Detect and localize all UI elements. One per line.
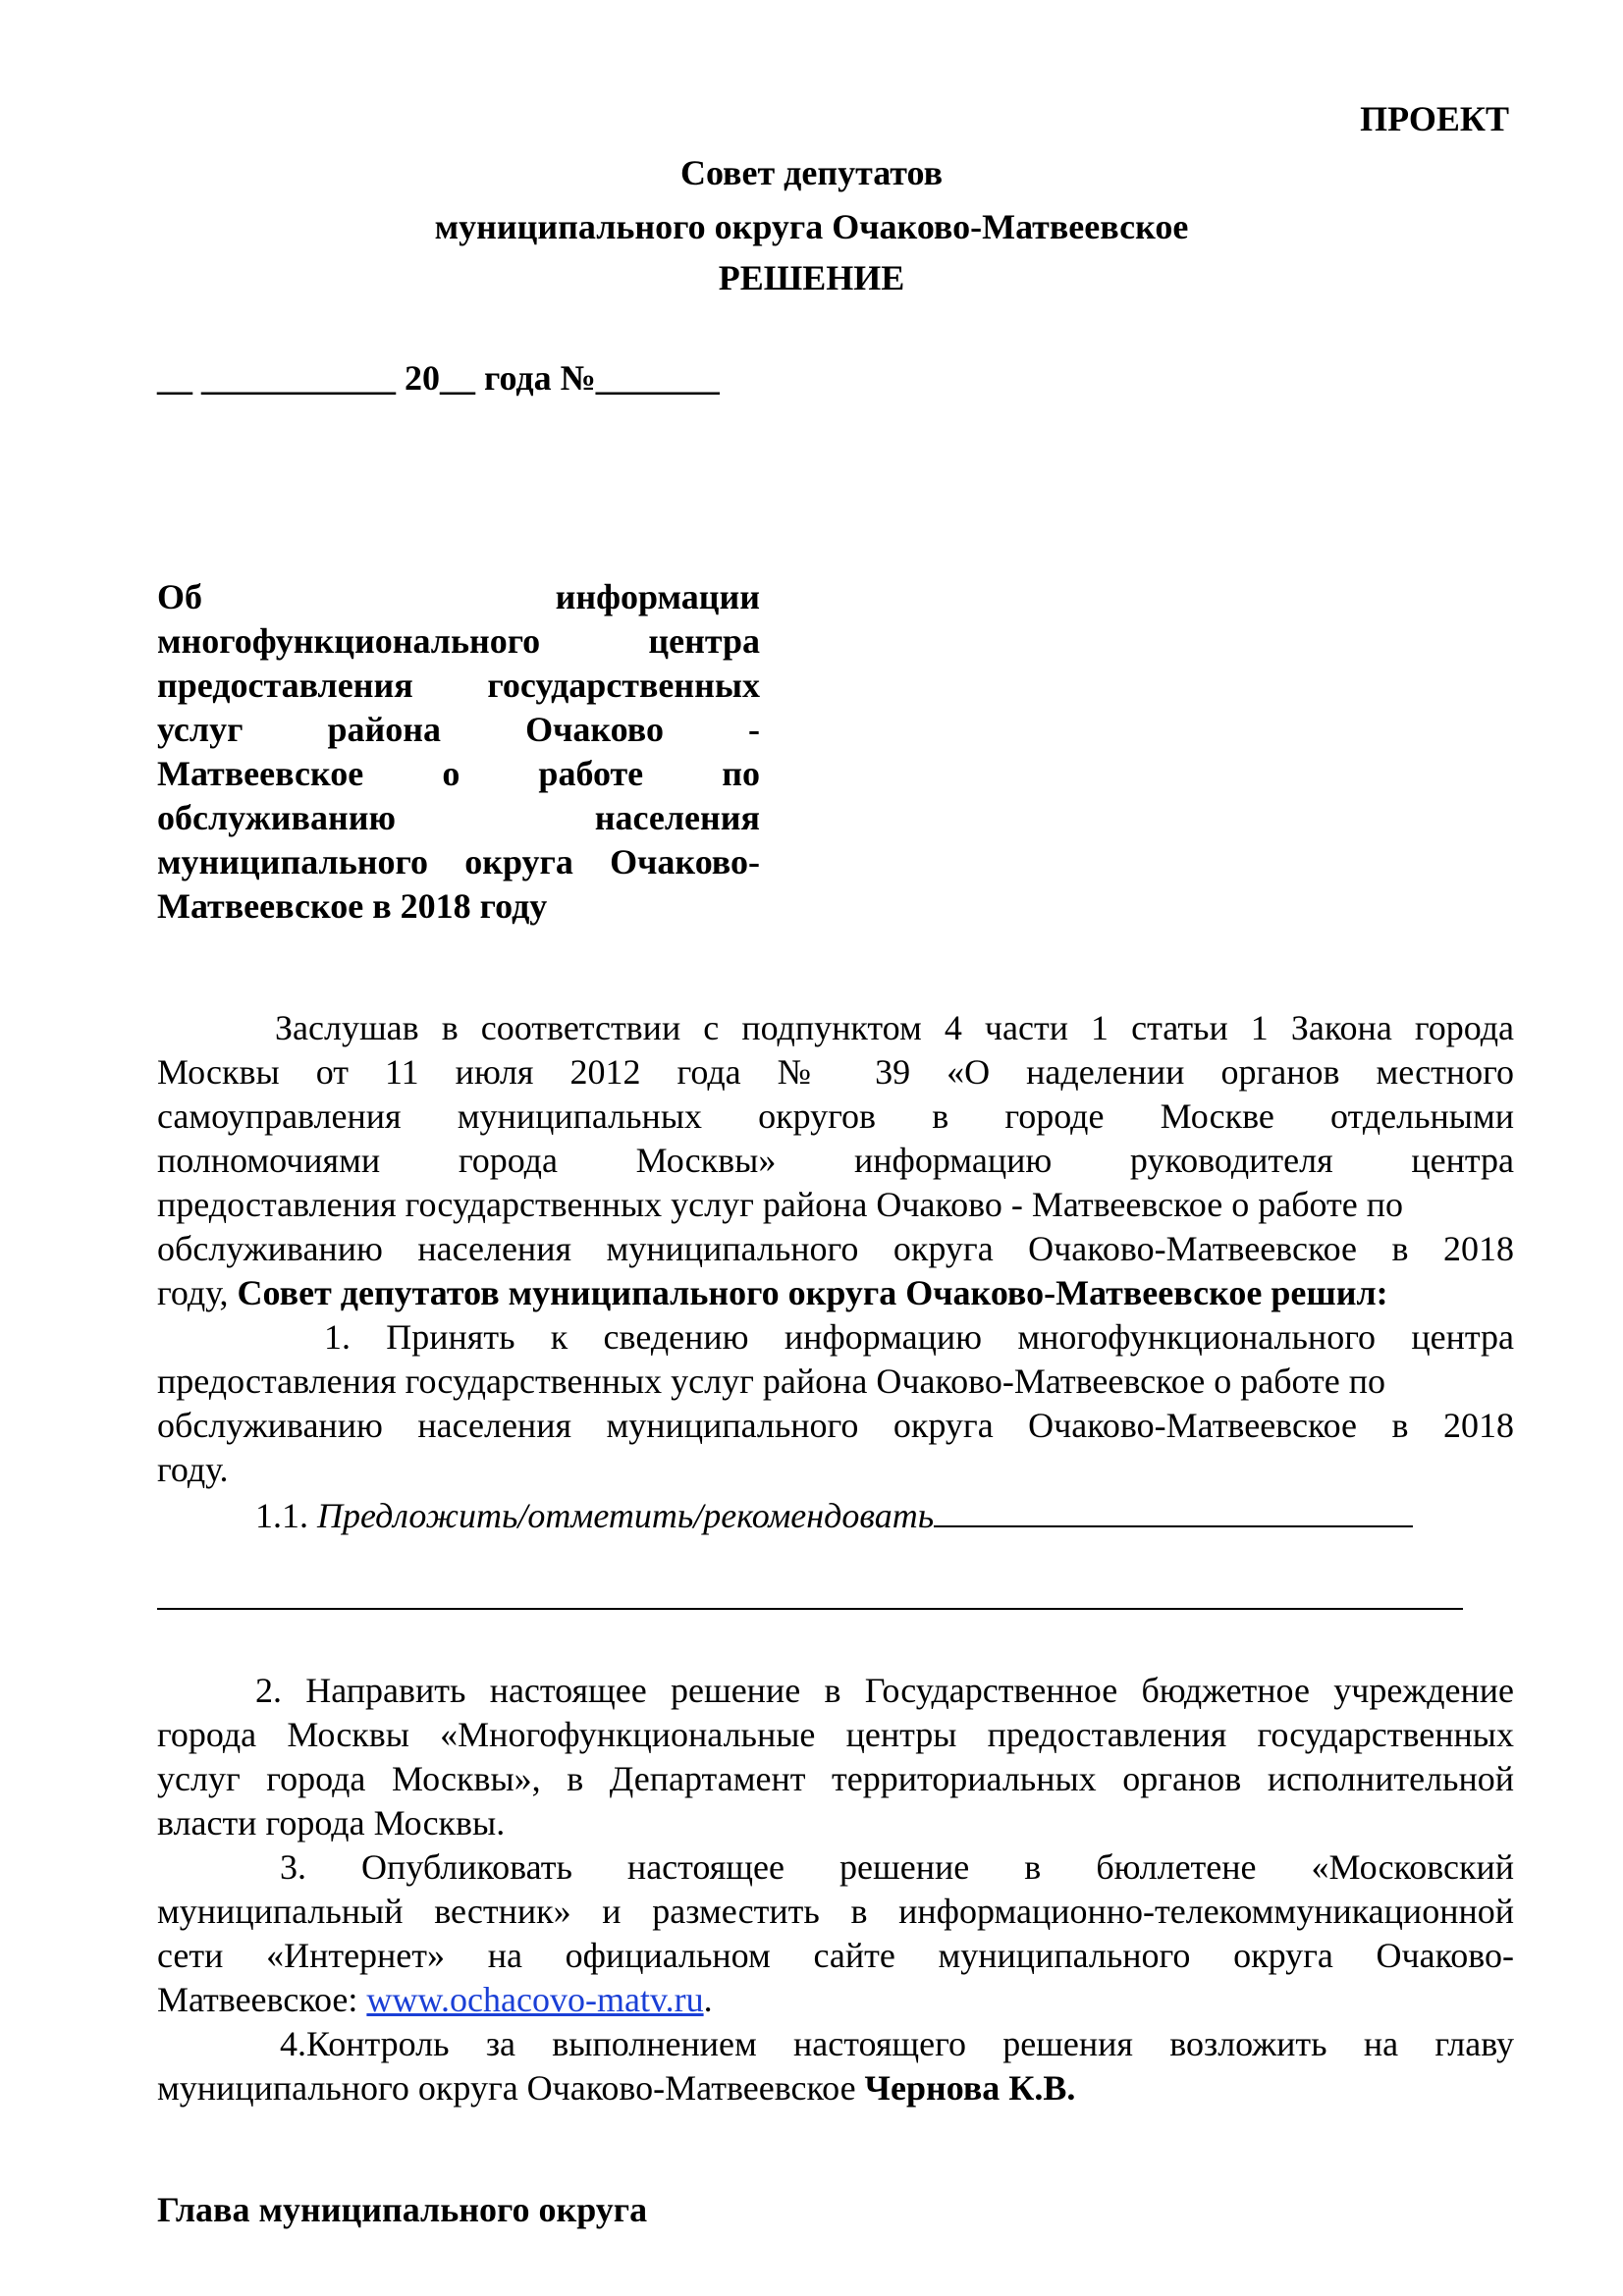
council-resolved: Совет депутатов муниципального округа Очаково-Матвеевское решил:	[237, 1273, 1388, 1312]
item-2-line: города Москвы «Многофункциональные центры предоставления государственных	[157, 1715, 1514, 1754]
item-3-line: муниципальный вестник» и разместить в информационно-телекоммуникационной	[157, 1892, 1514, 1931]
item-2-line: услуг города Москвы», в Департамент территориальных органов исполнительной	[157, 1759, 1514, 1798]
council-title: Совет депутатов	[679, 153, 944, 192]
draft-label: ПРОЕКТ	[1360, 99, 1509, 138]
item-2-line: власти города Москвы.	[157, 1803, 506, 1842]
decision-title: РЕШЕНИЕ	[718, 258, 905, 297]
head-name: Чернова К.В.	[864, 2068, 1076, 2108]
date-number-line: __ ___________ 20__ года №_______	[157, 358, 720, 398]
item-3-suffix: .	[703, 1980, 713, 2019]
subject-line: Об информации	[157, 577, 760, 616]
blank-line-row	[157, 1580, 1514, 1625]
item-2-line: 2. Направить настоящее решение в Государственное бюджетное учреждение	[255, 1671, 1514, 1710]
subject-line: услуг района Очаково -	[157, 710, 760, 749]
council-subtitle: муниципального округа Очаково-Матвеевское	[434, 207, 1189, 246]
subject-line: Матвеевское о работе по	[157, 754, 760, 793]
spacer	[157, 1536, 1514, 1580]
subject-line: многофункционального центра	[157, 621, 760, 661]
item-4-line: 4.Контроль за выполнением настоящего решения возложить на главу	[280, 2024, 1514, 2063]
preamble-line: Заслушав в соответствии с подпунктом 4 части 1 статьи 1 Закона города	[275, 1008, 1514, 1047]
spacer	[157, 1625, 1514, 1669]
item-1-line: предоставления государственных услуг района Очаково-Матвеевское о работе по	[157, 1362, 1386, 1401]
subject-line: муниципального округа Очаково-	[157, 842, 760, 881]
decision-subject	[157, 575, 760, 929]
item-1-line: году.	[157, 1450, 229, 1489]
item-1-1	[157, 1492, 1514, 1536]
preamble-line: Москвы от 11 июля 2012 года № 39 «О наделении органов местного	[157, 1052, 1514, 1092]
preamble-tail: году,	[157, 1273, 238, 1312]
item-3-prefix: Матвеевское:	[157, 1980, 367, 2019]
item-3-line: 3. Опубликовать настоящее решение в бюллетене «Московский	[280, 1847, 1514, 1887]
preamble-line: полномочиями города Москвы» информацию руководителя центра	[157, 1141, 1514, 1180]
subject-line: предоставления государственных	[157, 666, 760, 705]
subject-line: Матвеевское в 2018 году	[157, 886, 548, 926]
item-1-line: обслуживанию населения муниципального округа Очаково-Матвеевское в 2018	[157, 1406, 1514, 1445]
preamble-line: предоставления государственных услуг района Очаково - Матвеевское о работе по	[157, 1185, 1404, 1224]
decision-body	[157, 1006, 1514, 2110]
item-3-line: сети «Интернет» на официальном сайте муниципального округа Очаково-	[157, 1936, 1514, 1975]
item-1-1-options: Предложить/отметить/рекомендовать	[317, 1496, 935, 1535]
website-link[interactable]: www.ochacovo-matv.ru	[366, 1980, 704, 2019]
subject-line: обслуживанию населения	[157, 798, 760, 837]
preamble-line: обслуживанию населения муниципального округа Очаково-Матвеевское в 2018	[157, 1229, 1514, 1268]
signature-title: Глава муниципального округа	[157, 2190, 648, 2229]
item-3-last-line	[157, 1978, 1514, 2022]
item-1-1-number: 1.1.	[255, 1496, 317, 1535]
item-1-line: 1. Принять к сведению информацию многофункционального центра	[324, 1317, 1514, 1357]
preamble-line: самоуправления муниципальных округов в городе Москве отдельными	[157, 1096, 1514, 1136]
item-4-text: муниципального округа Очаково-Матвеевское	[157, 2068, 865, 2108]
fill-in-blank	[934, 1492, 1413, 1527]
item-4-last-line	[157, 2066, 1514, 2110]
preamble-last-line	[157, 1271, 1514, 1315]
fill-in-line	[157, 1608, 1463, 1610]
